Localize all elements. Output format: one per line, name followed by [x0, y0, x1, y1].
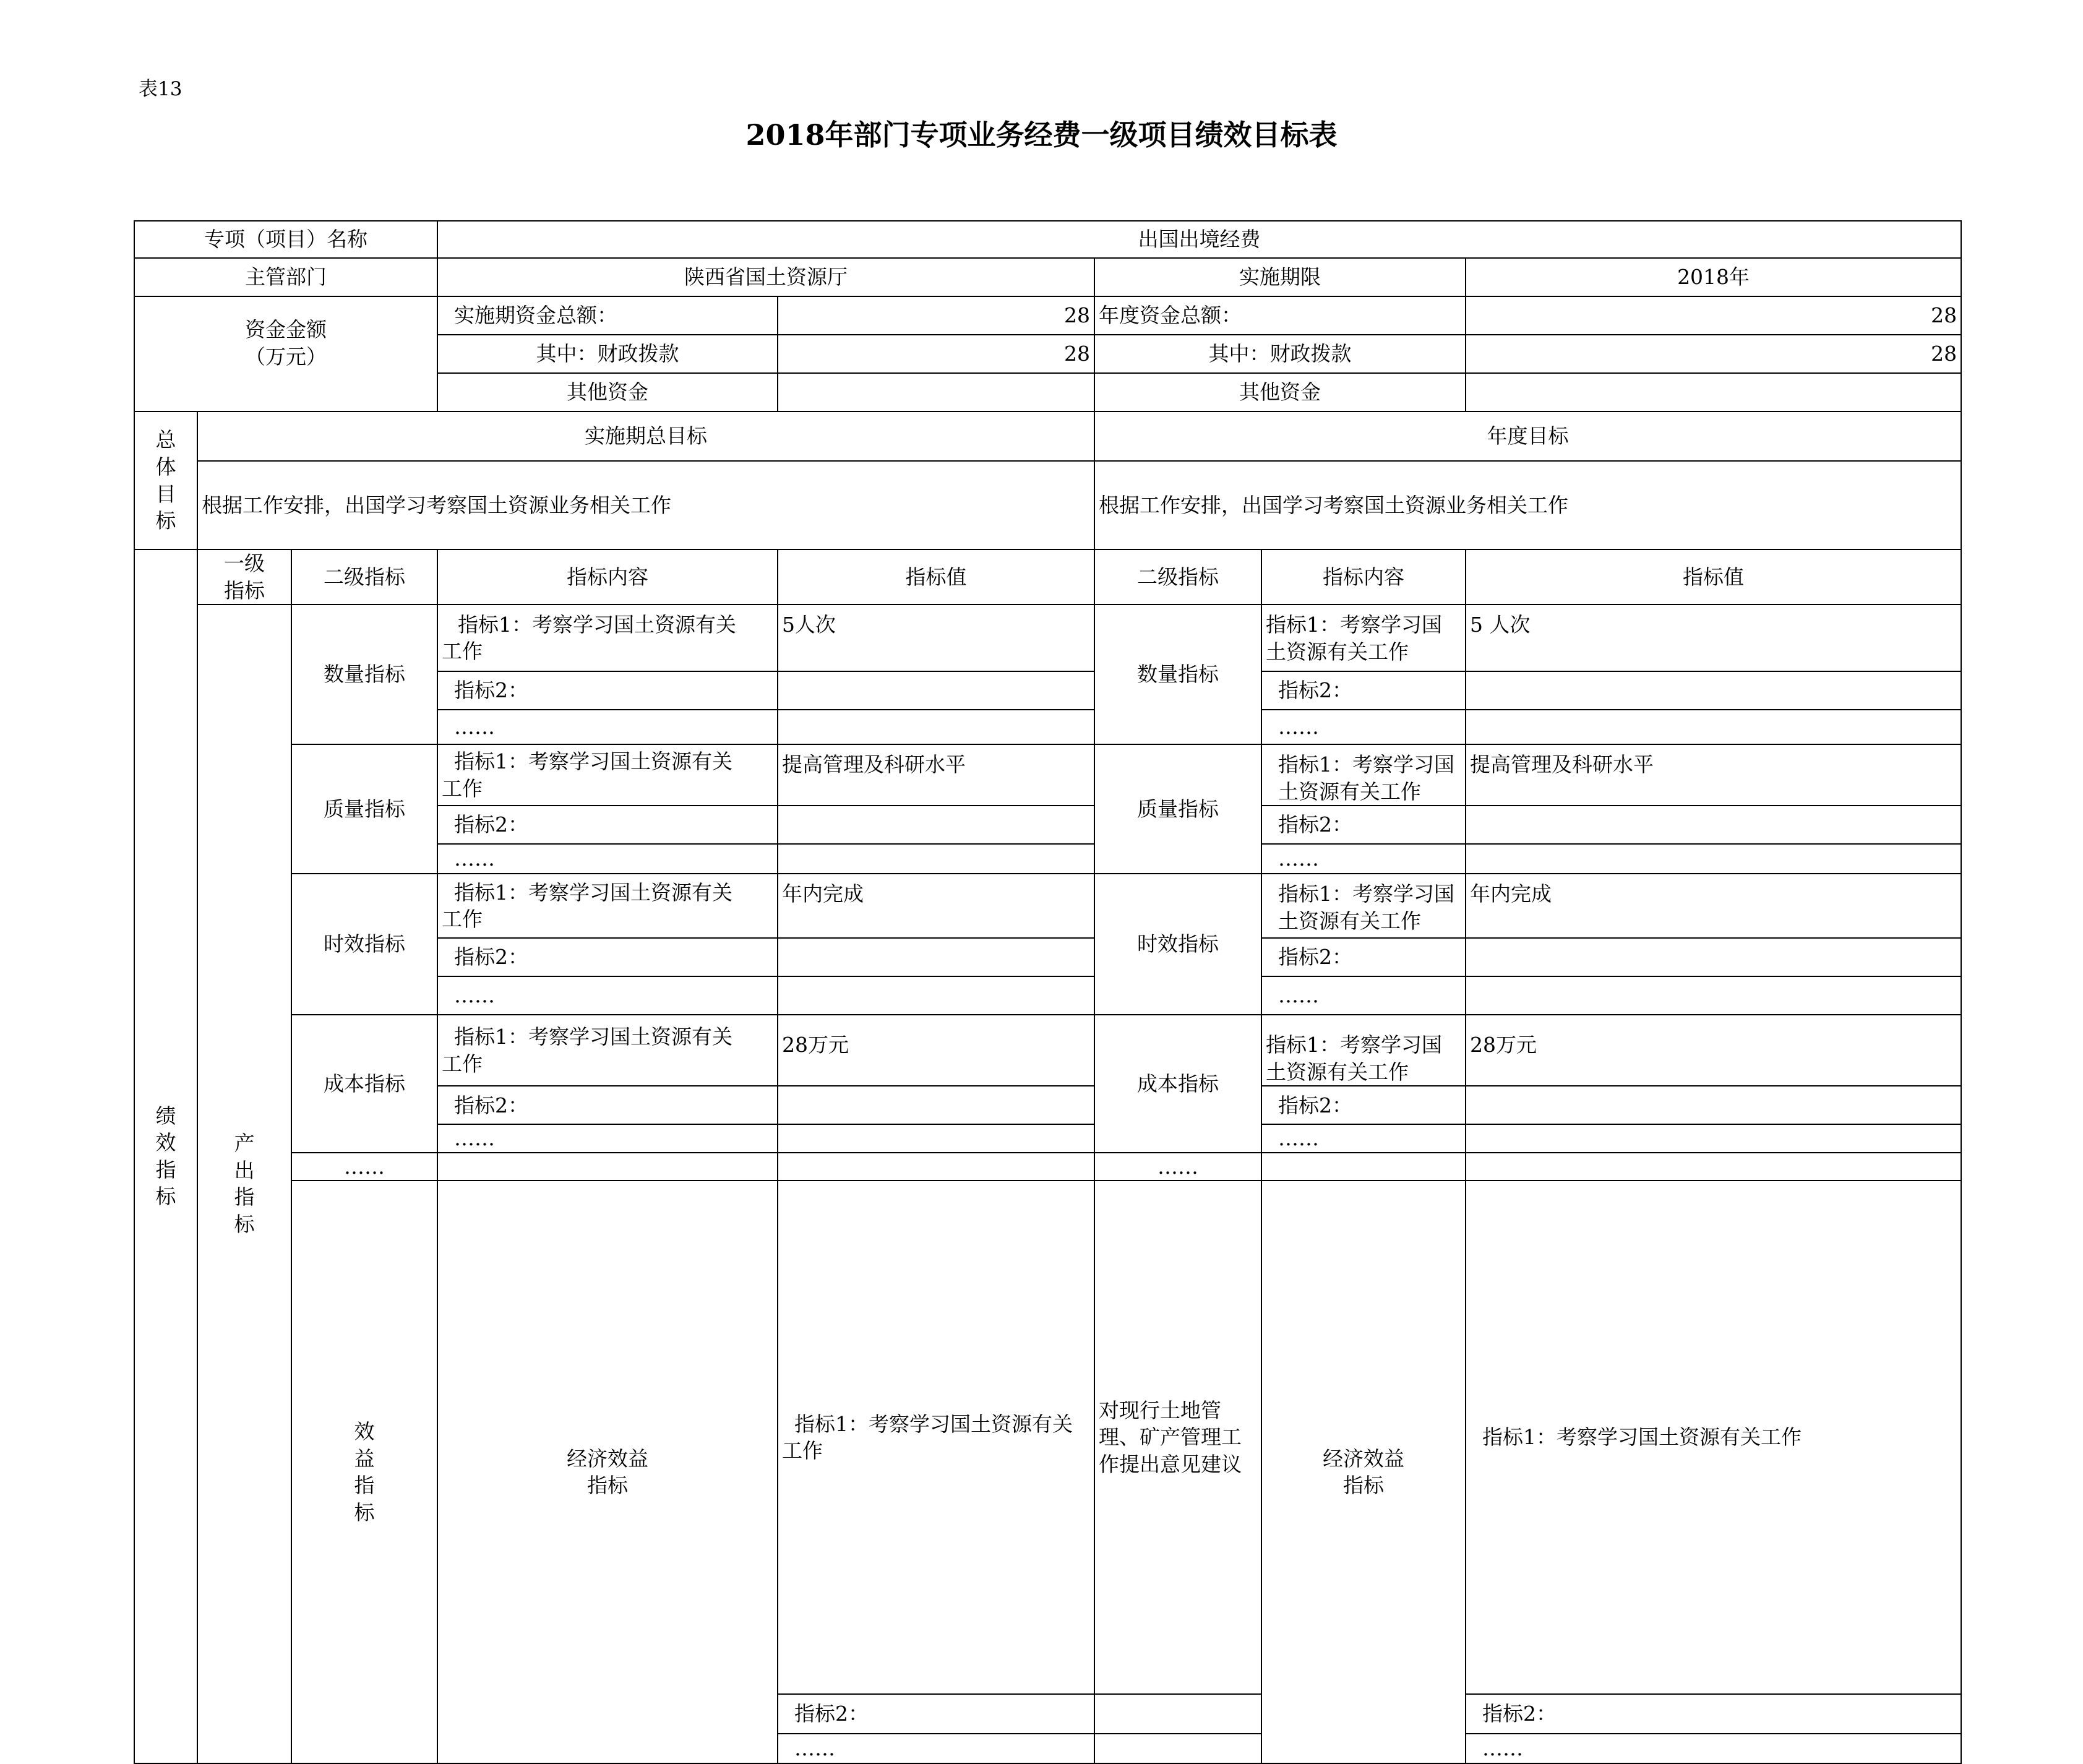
other-year-label: 其他资金	[1094, 373, 1466, 411]
timeliness-ellipsis-value-left	[778, 976, 1094, 1015]
fiscal-impl-label: 其中：财政拨款	[437, 335, 778, 373]
quality-ind1-right: 指标1：考察学习国土资源有关工作	[1261, 744, 1466, 806]
quantity-ellipsis-value-right	[1466, 710, 1961, 744]
cost-ellipsis-value-left	[778, 1124, 1094, 1153]
funds-label	[134, 296, 437, 411]
ind1-line2: 工作	[442, 776, 483, 801]
perf-indicator-label	[134, 549, 197, 1763]
output-char: 出	[234, 1158, 255, 1182]
quality-value-left: 提高管理及科研水平	[778, 744, 1094, 806]
value-header-left: 指标值	[778, 549, 1094, 604]
cost-ind1-right: 指标1：考察学习国土资源有关工作	[1261, 1015, 1466, 1086]
ind1-line2: 工作	[782, 1439, 823, 1463]
timeliness-ind2-right: 指标2：	[1261, 938, 1466, 976]
benefit-char: 益	[354, 1446, 375, 1471]
econ-ind2-left: 指标2：	[778, 1694, 1094, 1734]
performance-goal-table	[134, 220, 1962, 1764]
ind1-line1: 指标1：考察学习国土资源有关	[794, 1411, 1073, 1436]
timeliness-ellipsis-value-right	[1466, 976, 1961, 1015]
quantity-ellipsis-value-left	[778, 710, 1094, 744]
cost-ind1-left	[437, 1015, 778, 1086]
quality-label-right: 质量指标	[1094, 744, 1261, 874]
funds-label-line1: 资金金额	[245, 317, 327, 342]
benefit-indicator-label	[291, 1181, 437, 1763]
overall-goal-char: 总	[155, 428, 176, 452]
level2-header-left: 二级指标	[291, 549, 437, 604]
timeliness-ind2-value-left	[778, 938, 1094, 976]
total-year-label: 年度资金总额：	[1094, 296, 1466, 335]
cost-ellipsis-left: ……	[437, 1124, 778, 1153]
quality-ind2-right: 指标2：	[1261, 806, 1466, 844]
econ-value-line2: 作提出意见建议	[1099, 1452, 1242, 1476]
period-value: 2018年	[1466, 258, 1961, 296]
quantity-ind2-value-left	[778, 671, 1094, 710]
cost-value-right: 28万元	[1466, 1015, 1961, 1086]
total-impl-value: 28	[778, 296, 1094, 335]
benefit-char: 效	[354, 1419, 375, 1443]
other-year-value	[1466, 373, 1961, 411]
fiscal-year-label: 其中：财政拨款	[1094, 335, 1466, 373]
document-title: 2018年部门专项业务经费一级项目绩效目标表	[745, 118, 1338, 152]
quantity-label-left: 数量指标	[291, 604, 437, 744]
cost-label-left: 成本指标	[291, 1015, 437, 1153]
quality-ind2-value-left	[778, 806, 1094, 844]
econ-label-left	[437, 1181, 778, 1763]
quantity-ind2-right: 指标2：	[1261, 671, 1466, 710]
perf-indicator-char: 绩	[155, 1103, 176, 1128]
cost-ellipsis-value-right	[1466, 1124, 1961, 1153]
quality-ind2-left: 指标2：	[437, 806, 778, 844]
econ-ellipsis-right: ……	[1466, 1734, 1961, 1763]
quality-ellipsis-left: ……	[437, 844, 778, 874]
output-char: 指	[234, 1185, 255, 1210]
annual-goal-header: 年度目标	[1094, 411, 1961, 461]
ind1-line2: 工作	[442, 907, 483, 932]
output-ellipsis-content-right	[1261, 1153, 1466, 1181]
period-label: 实施期限	[1094, 258, 1466, 296]
content-header-right: 指标内容	[1261, 549, 1466, 604]
perf-indicator-char: 效	[155, 1130, 176, 1155]
benefit-char: 指	[354, 1473, 375, 1498]
ind1-line1: 指标1：考察学习国土资源有关	[454, 1025, 733, 1049]
timeliness-value-right: 年内完成	[1466, 874, 1961, 938]
quantity-value-right: 5 人次	[1466, 604, 1961, 671]
overall-goal-label	[134, 411, 197, 549]
econ-label-line2: 指标	[587, 1473, 629, 1498]
econ-ind1-left	[778, 1181, 1094, 1693]
econ-ind2-value-left	[1094, 1694, 1261, 1734]
level1-header	[197, 549, 291, 604]
ind1-line2: 工作	[442, 639, 483, 664]
econ-label-line1: 经济效益	[567, 1446, 649, 1471]
ind1-line1: 指标1：考察学习国土资源有关	[454, 880, 733, 905]
quantity-ellipsis-right: ……	[1261, 710, 1466, 744]
ind1-line2: 工作	[442, 1051, 483, 1076]
econ-ellipsis-value-left	[1094, 1734, 1261, 1763]
overall-goal-char: 标	[155, 509, 176, 533]
quantity-ind1-right: 指标1：考察学习国土资源有关工作	[1261, 604, 1466, 671]
cost-ind2-left: 指标2：	[437, 1086, 778, 1124]
other-impl-label: 其他资金	[437, 373, 778, 411]
ind1-line1: 指标1：考察学习国土资源有关	[454, 749, 733, 774]
econ-ellipsis-left: ……	[778, 1734, 1094, 1763]
quality-ind2-value-right	[1466, 806, 1961, 844]
quality-ellipsis-value-left	[778, 844, 1094, 874]
timeliness-ind1-left	[437, 874, 778, 938]
econ-ind1-right: 指标1：考察学习国土资源有关工作	[1466, 1181, 1961, 1693]
output-ellipsis-value-left	[778, 1153, 1094, 1181]
output-ellipsis-content-left	[437, 1153, 778, 1181]
table-number: 表13	[139, 78, 183, 100]
impl-goal-header: 实施期总目标	[197, 411, 1094, 461]
content-header-left: 指标内容	[437, 549, 778, 604]
output-ellipsis-left: ……	[291, 1153, 437, 1181]
quantity-ellipsis-left: ……	[437, 710, 778, 744]
output-indicator-label	[197, 604, 291, 1763]
total-impl-label: 实施期资金总额：	[437, 296, 778, 335]
fiscal-year-value: 28	[1466, 335, 1961, 373]
cost-label-right: 成本指标	[1094, 1015, 1261, 1153]
econ-ind2-right: 指标2：	[1466, 1694, 1961, 1734]
other-impl-value	[778, 373, 1094, 411]
annual-goal-text: 根据工作安排，出国学习考察国土资源业务相关工作	[1094, 461, 1961, 549]
timeliness-ind2-left: 指标2：	[437, 938, 778, 976]
econ-label-line1: 经济效益	[1323, 1446, 1405, 1471]
timeliness-ellipsis-right: ……	[1261, 976, 1466, 1015]
quality-ellipsis-right: ……	[1261, 844, 1466, 874]
econ-value-line1: 对现行土地管理、矿产管理工	[1099, 1398, 1242, 1450]
level1-header-line2: 指标	[224, 578, 265, 603]
quality-ellipsis-value-right	[1466, 844, 1961, 874]
econ-value-left	[1094, 1181, 1261, 1693]
level2-header-right: 二级指标	[1094, 549, 1261, 604]
econ-label-right	[1261, 1181, 1466, 1763]
department-value: 陕西省国土资源厅	[437, 258, 1094, 296]
timeliness-ellipsis-left: ……	[437, 976, 778, 1015]
output-ellipsis-right: ……	[1094, 1153, 1261, 1181]
department-label: 主管部门	[134, 258, 437, 296]
fiscal-impl-value: 28	[778, 335, 1094, 373]
cost-value-left: 28万元	[778, 1015, 1094, 1086]
quantity-value-left: 5人次	[778, 604, 1094, 671]
quality-label-left: 质量指标	[291, 744, 437, 874]
funds-label-line2: （万元）	[245, 345, 327, 369]
timeliness-label-right: 时效指标	[1094, 874, 1261, 1015]
output-ellipsis-value-right	[1466, 1153, 1961, 1181]
timeliness-ind2-value-right	[1466, 938, 1961, 976]
cost-ind2-right: 指标2：	[1261, 1086, 1466, 1124]
project-name-label: 专项（项目）名称	[134, 221, 437, 258]
perf-indicator-char: 指	[155, 1157, 176, 1182]
cost-ind2-value-right	[1466, 1086, 1961, 1124]
cost-ellipsis-right: ……	[1261, 1124, 1466, 1153]
timeliness-value-left: 年内完成	[778, 874, 1094, 938]
output-char: 产	[234, 1131, 255, 1156]
project-name-value: 出国出境经费	[437, 221, 1961, 258]
value-header-right: 指标值	[1466, 549, 1961, 604]
overall-goal-char: 体	[155, 454, 176, 479]
cost-ind2-value-left	[778, 1086, 1094, 1124]
econ-label-line2: 指标	[1343, 1473, 1385, 1498]
benefit-char: 标	[354, 1500, 375, 1525]
impl-goal-text: 根据工作安排，出国学习考察国土资源业务相关工作	[197, 461, 1094, 549]
overall-goal-char: 目	[155, 481, 176, 506]
timeliness-label-left: 时效指标	[291, 874, 437, 1015]
perf-indicator-char: 标	[155, 1184, 176, 1209]
quality-value-right: 提高管理及科研水平	[1466, 744, 1961, 806]
output-char: 标	[234, 1211, 255, 1236]
timeliness-ind1-right: 指标1：考察学习国土资源有关工作	[1261, 874, 1466, 938]
quantity-ind2-value-right	[1466, 671, 1961, 710]
quantity-ind2-left: 指标2：	[437, 671, 778, 710]
total-year-value: 28	[1466, 296, 1961, 335]
ind1-line1: 指标1：考察学习国土资源有关	[458, 612, 737, 637]
quantity-label-right: 数量指标	[1094, 604, 1261, 744]
level1-header-line1: 一级	[224, 551, 265, 575]
quantity-ind1-left	[437, 604, 778, 671]
quality-ind1-left	[437, 744, 778, 806]
